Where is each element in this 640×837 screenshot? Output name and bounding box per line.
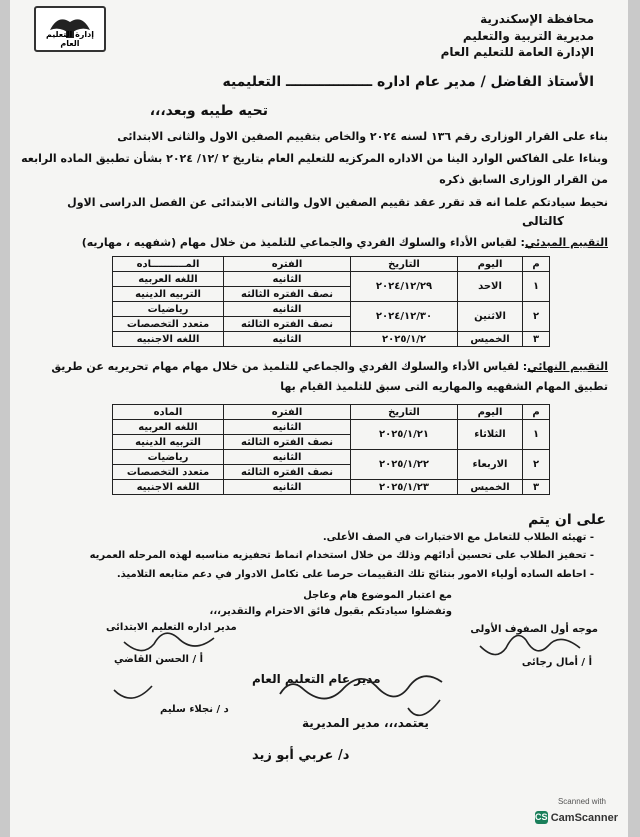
row-number: ١ [523,272,550,302]
row-period: نصف الفتره الثالثه [224,287,351,302]
row-subject: متعدد التخصصات [113,317,224,332]
row-date: ٢٠٢٥/١/٢ [351,332,458,347]
row-subject: التربيه الدينيه [113,435,224,450]
signature-left-title: موجه أول الصفوف الأولى [470,624,598,635]
signature-left-name: أ / أمال رجائى [521,657,592,668]
row-subject: رياضيات [113,450,224,465]
table-row [113,272,550,287]
col-number: م [523,257,550,272]
row-date: ٢٠٢٥/١/٢١ [351,420,458,450]
bullet-item: - احاطه الساده أولياء الامور بنتائج تلك التقييمات حرصا على تكامل الادوار في دعم متابعه التلاميذ. [116,569,594,580]
row-period: الثانيه [224,450,351,465]
row-day: الثلاثاء [458,420,523,450]
row-period: الثانيه [224,332,351,347]
camscanner-text: CamScanner [550,811,618,824]
row-period: الثانيه [224,272,351,287]
closing-important: مع اعتبار الموضوع هام وعاجل [303,590,452,601]
closing-regards: وتفضلوا سيادتكم بقبول فائق الاحترام والتقدير،،، [209,606,452,617]
body-paragraph-5: كالتالى [521,214,564,228]
bullet-item: - تحفيز الطلاب على تحسين أدائهم وذلك من خلال استخدام انماط تحفيزيه مناسبه لهذه المرحله العمريه [89,550,594,561]
col-number: م [523,405,550,420]
col-date: التاريخ [351,405,458,420]
row-day: الخميس [458,332,523,347]
row-subject: التربيه الدينيه [113,287,224,302]
row-number: ٣ [523,332,550,347]
row-period: الثانيه [224,420,351,435]
table-row [113,302,550,317]
initial-assessment-table [112,256,550,347]
camscanner-brand [535,811,618,824]
col-date: التاريخ [351,257,458,272]
row-subject: اللغه الاجنبيه [113,480,224,495]
initial-assessment-label: التقييم المبدئي [524,236,608,249]
row-date: ٢٠٢٥/١/٢٣ [351,480,458,495]
row-date: ٢٠٢٤/١٢/٣٠ [351,302,458,332]
col-day: اليوم [458,257,523,272]
row-day: الخميس [458,480,523,495]
row-number: ٣ [523,480,550,495]
row-number: ٢ [523,302,550,332]
col-subject: الماده [113,405,224,420]
header-governorate: محافظة الإسكندرية [480,12,594,26]
row-subject: اللغه العربيه [113,272,224,287]
row-subject: اللغه العربيه [113,420,224,435]
row-number: ١ [523,420,550,450]
row-subject: رياضيات [113,302,224,317]
final-assessment-label: التقييم النهائي [527,360,608,373]
ala-an-yatim: على ان يتم [528,512,606,528]
body-paragraph-4: نحيط سيادتكم علما انه قد تقرر عقد تقييم الصفين الاول والثانى الابتدائى عن الفصل الدراسى الاول [67,196,608,209]
row-subject: متعدد التخصصات [113,465,224,480]
row-period: الثانيه [224,302,351,317]
initial-assessment-text: : لقياس الأداء والسلوك الفردي والجماعي للتلميذ من خلال مهام (شفهيه ، مهاريه) [81,236,525,249]
col-period: الفتره [224,405,351,420]
signature-right-name: أ / الحسن القاضي [114,654,204,665]
row-number: ٢ [523,450,550,480]
table-header-row [113,405,550,420]
header-directorate: مديرية التربية والتعليم [462,29,594,43]
row-day: الاحد [458,272,523,302]
final-assessment-table [112,404,550,495]
row-day: الاربعاء [458,450,523,480]
body-paragraph-2: وبناءا على الفاكس الوارد الينا من الاداره المركزيه للتعليم العام بتاريخ ٢ /١٢/ ٢٠٢٤ بشأن تطبيق الماده الرابعه [21,152,608,165]
final-assessment-line [51,360,608,373]
final-assessment-text-2: تطبيق المهام الشفهيه والمهاريه التى سبق للتلميذ القيام بها [280,380,608,393]
salutation: الأستاذ الفاضل / مدير عام اداره ــــــــــــــــــ التعليميه [222,74,594,90]
col-period: الفتره [224,257,351,272]
handwritten-signature [450,628,590,662]
greeting: تحيه طيبه وبعد،،، [149,103,268,119]
signature-right-title: مدير اداره التعليم الابتدائى [106,622,237,633]
table-row [113,480,550,495]
signature-gm-title: مدير عام التعليم العام [252,672,381,686]
final-assessment-text: : لقياس الأداء والسلوك الفردي والجماعي للتلميذ من خلال مهام مهام تحريريه عن طريق [51,360,528,373]
col-day: اليوم [458,405,523,420]
table-row [113,332,550,347]
col-subject: المــــــــــاده [113,257,224,272]
row-period: نصف الفتره الثالثه [224,465,351,480]
scanned-with-text: Scanned with [557,797,606,806]
body-paragraph-3: من القرار الوزارى السابق ذكره [439,173,608,186]
ministry-logo [34,6,106,52]
row-day: الاثنين [458,302,523,332]
bullet-text: تحفيز الطلاب على تحسين أدائهم وذلك من خلال استخدام انماط تحفيزيه مناسبه لهذه المرحله العمريه [89,550,587,561]
row-period: نصف الفتره الثالثه [224,435,351,450]
document-page [10,0,628,837]
camscanner-watermark [520,793,620,833]
row-period: الثانيه [224,480,351,495]
table-header-row [113,257,550,272]
header-administration: الإدارة العامة للتعليم العام [440,45,594,59]
table-row [113,420,550,435]
handwritten-signature [114,628,224,658]
row-subject: اللغه الاجنبيه [113,332,224,347]
row-date: ٢٠٢٥/١/٢٢ [351,450,458,480]
handwritten-signature [400,696,450,726]
bullet-text: احاطه الساده أولياء الامور بنتائج تلك التقييمات حرصا على تكامل الادوار في دعم متابعه التلاميذ. [116,569,587,580]
signature-gm-name: د / نجلاء سليم [160,704,229,715]
handwritten-signature [102,680,162,710]
initial-assessment-line [82,236,608,249]
row-date: ٢٠٢٤/١٢/٢٩ [351,272,458,302]
approval-director: يعتمد،،، مدير المديرية [302,716,429,730]
body-paragraph-1: بناء على القرار الوزارى رقم ١٣٦ لسنه ٢٠٢٤ والخاص بتقييم الصفين الاول والثانى الابتدائى [117,130,608,143]
director-name: د/ عربي أبو زيد [252,748,350,763]
bullet-text: تهيئه الطلاب للتعامل مع الاختبارات في الصف الأعلى. [322,532,587,543]
logo-caption: إدارة التعليم العام [45,30,95,48]
bullet-item: - تهيئه الطلاب للتعامل مع الاختبارات في الصف الأعلى. [322,532,594,543]
table-row [113,450,550,465]
camscanner-icon: CS [534,812,548,822]
row-period: نصف الفتره الثالثه [224,317,351,332]
